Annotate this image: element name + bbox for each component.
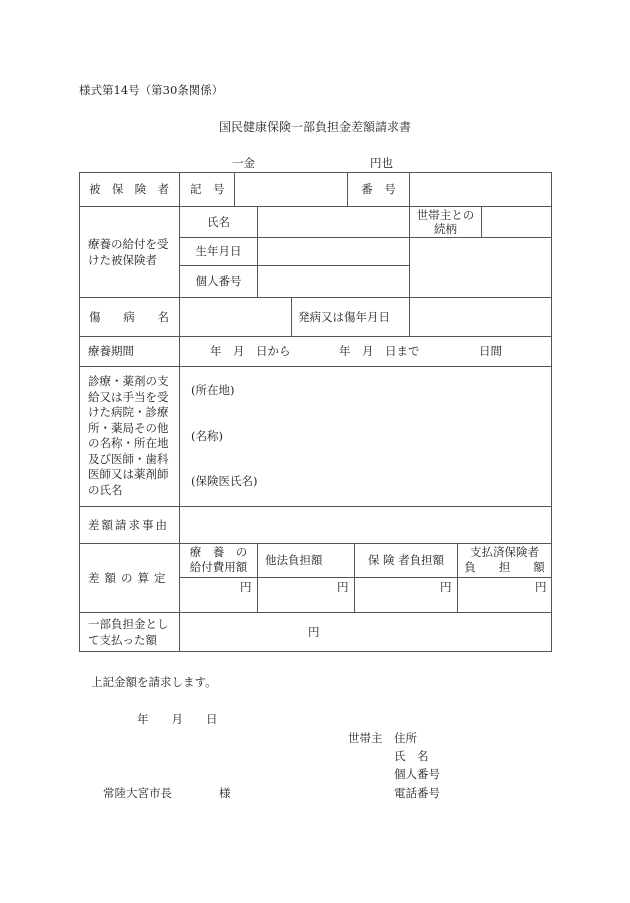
facility-address-label[interactable]: (所在地) [191,383,235,397]
name-label: 氏名 [207,214,230,229]
householder-personal-number-label[interactable]: 個人番号 [394,767,440,781]
relation-field[interactable] [482,207,550,236]
onset-label: 発病又は傷年月日 [298,309,390,324]
birthdate-field[interactable] [258,238,408,264]
period-label: 療養期間 [88,344,134,358]
calc-unit-4: 円 [535,580,547,594]
householder-phone-label[interactable]: 電話番号 [394,786,440,800]
form-number: 様式第14号（第30条関係） [79,83,224,97]
paid-label: 一部負担金として支払った額 [88,616,169,647]
calc-header-care-cost: 療 養 の 給付費用額 [189,545,248,574]
calculation-label: 差額の算定 [88,570,171,585]
householder-address-label[interactable]: 住所 [394,731,417,745]
onset-field[interactable] [410,298,550,335]
calc-header-insurer: 保 険 者負担額 [367,553,445,567]
householder-name-label[interactable]: 氏 名 [394,749,429,763]
number-label: 番 号 [361,182,396,196]
request-text: 上記金額を請求します。 [91,675,217,689]
request-date[interactable]: 年 月 日 [137,712,218,726]
paid-unit: 円 [308,624,320,639]
reason-label: 差額請求事由 [88,517,169,532]
calc-field-insurer[interactable] [355,578,456,611]
reason-field[interactable] [180,507,550,542]
amount-suffix: 円也 [370,156,393,170]
calc-field-other-law[interactable] [258,578,353,611]
calc-header-other-law: 他法負担額 [265,553,323,567]
name-field[interactable] [258,207,408,236]
paid-field[interactable] [180,613,550,650]
calc-field-paid-insurer[interactable] [458,578,550,611]
facility-name-label[interactable]: (名称) [191,429,223,443]
householder-label: 世帯主 [348,731,383,745]
recipient-label: 療養の給付を受けた被保険者 [88,236,169,267]
page-title: 国民健康保険一部負担金差額請求書 [219,120,412,134]
injury-label: 傷 病 名 [89,309,169,324]
calc-field-care-cost[interactable] [180,578,256,611]
facility-doctor-label[interactable]: (保険医氏名) [191,474,258,488]
period-from[interactable]: 年 月 日から [210,344,291,358]
personal-number-label: 個人番号 [195,274,242,288]
symbol-label: 記 号 [190,182,225,196]
relation-label: 世帯主との 続柄 [416,207,475,236]
honorific: 様 [219,786,231,800]
injury-field[interactable] [180,298,290,335]
number-field[interactable] [410,173,550,205]
calc-unit-3: 円 [440,580,452,594]
birthdate-label: 生年月日 [195,244,242,258]
calc-header-paid-insurer: 支払済保険者 負 担 額 [464,545,545,574]
insured-label: 被 保 険 者 [89,182,169,196]
personal-number-field[interactable] [258,266,408,296]
calc-unit-2: 円 [337,580,349,594]
period-to[interactable]: 年 月 日まで [339,344,420,358]
amount-prefix: 一金 [232,156,255,170]
facility-label: 診療・薬剤の支給又は手当を受けた病院・診療所・薬局その他の名称・所在地及び医師・歯科医師又は薬剤師の氏名 [88,374,169,497]
addressee: 常陸大宮市長 [103,786,172,800]
period-days[interactable]: 日間 [479,344,502,358]
symbol-field[interactable] [235,173,346,205]
calc-unit-1: 円 [240,580,252,594]
